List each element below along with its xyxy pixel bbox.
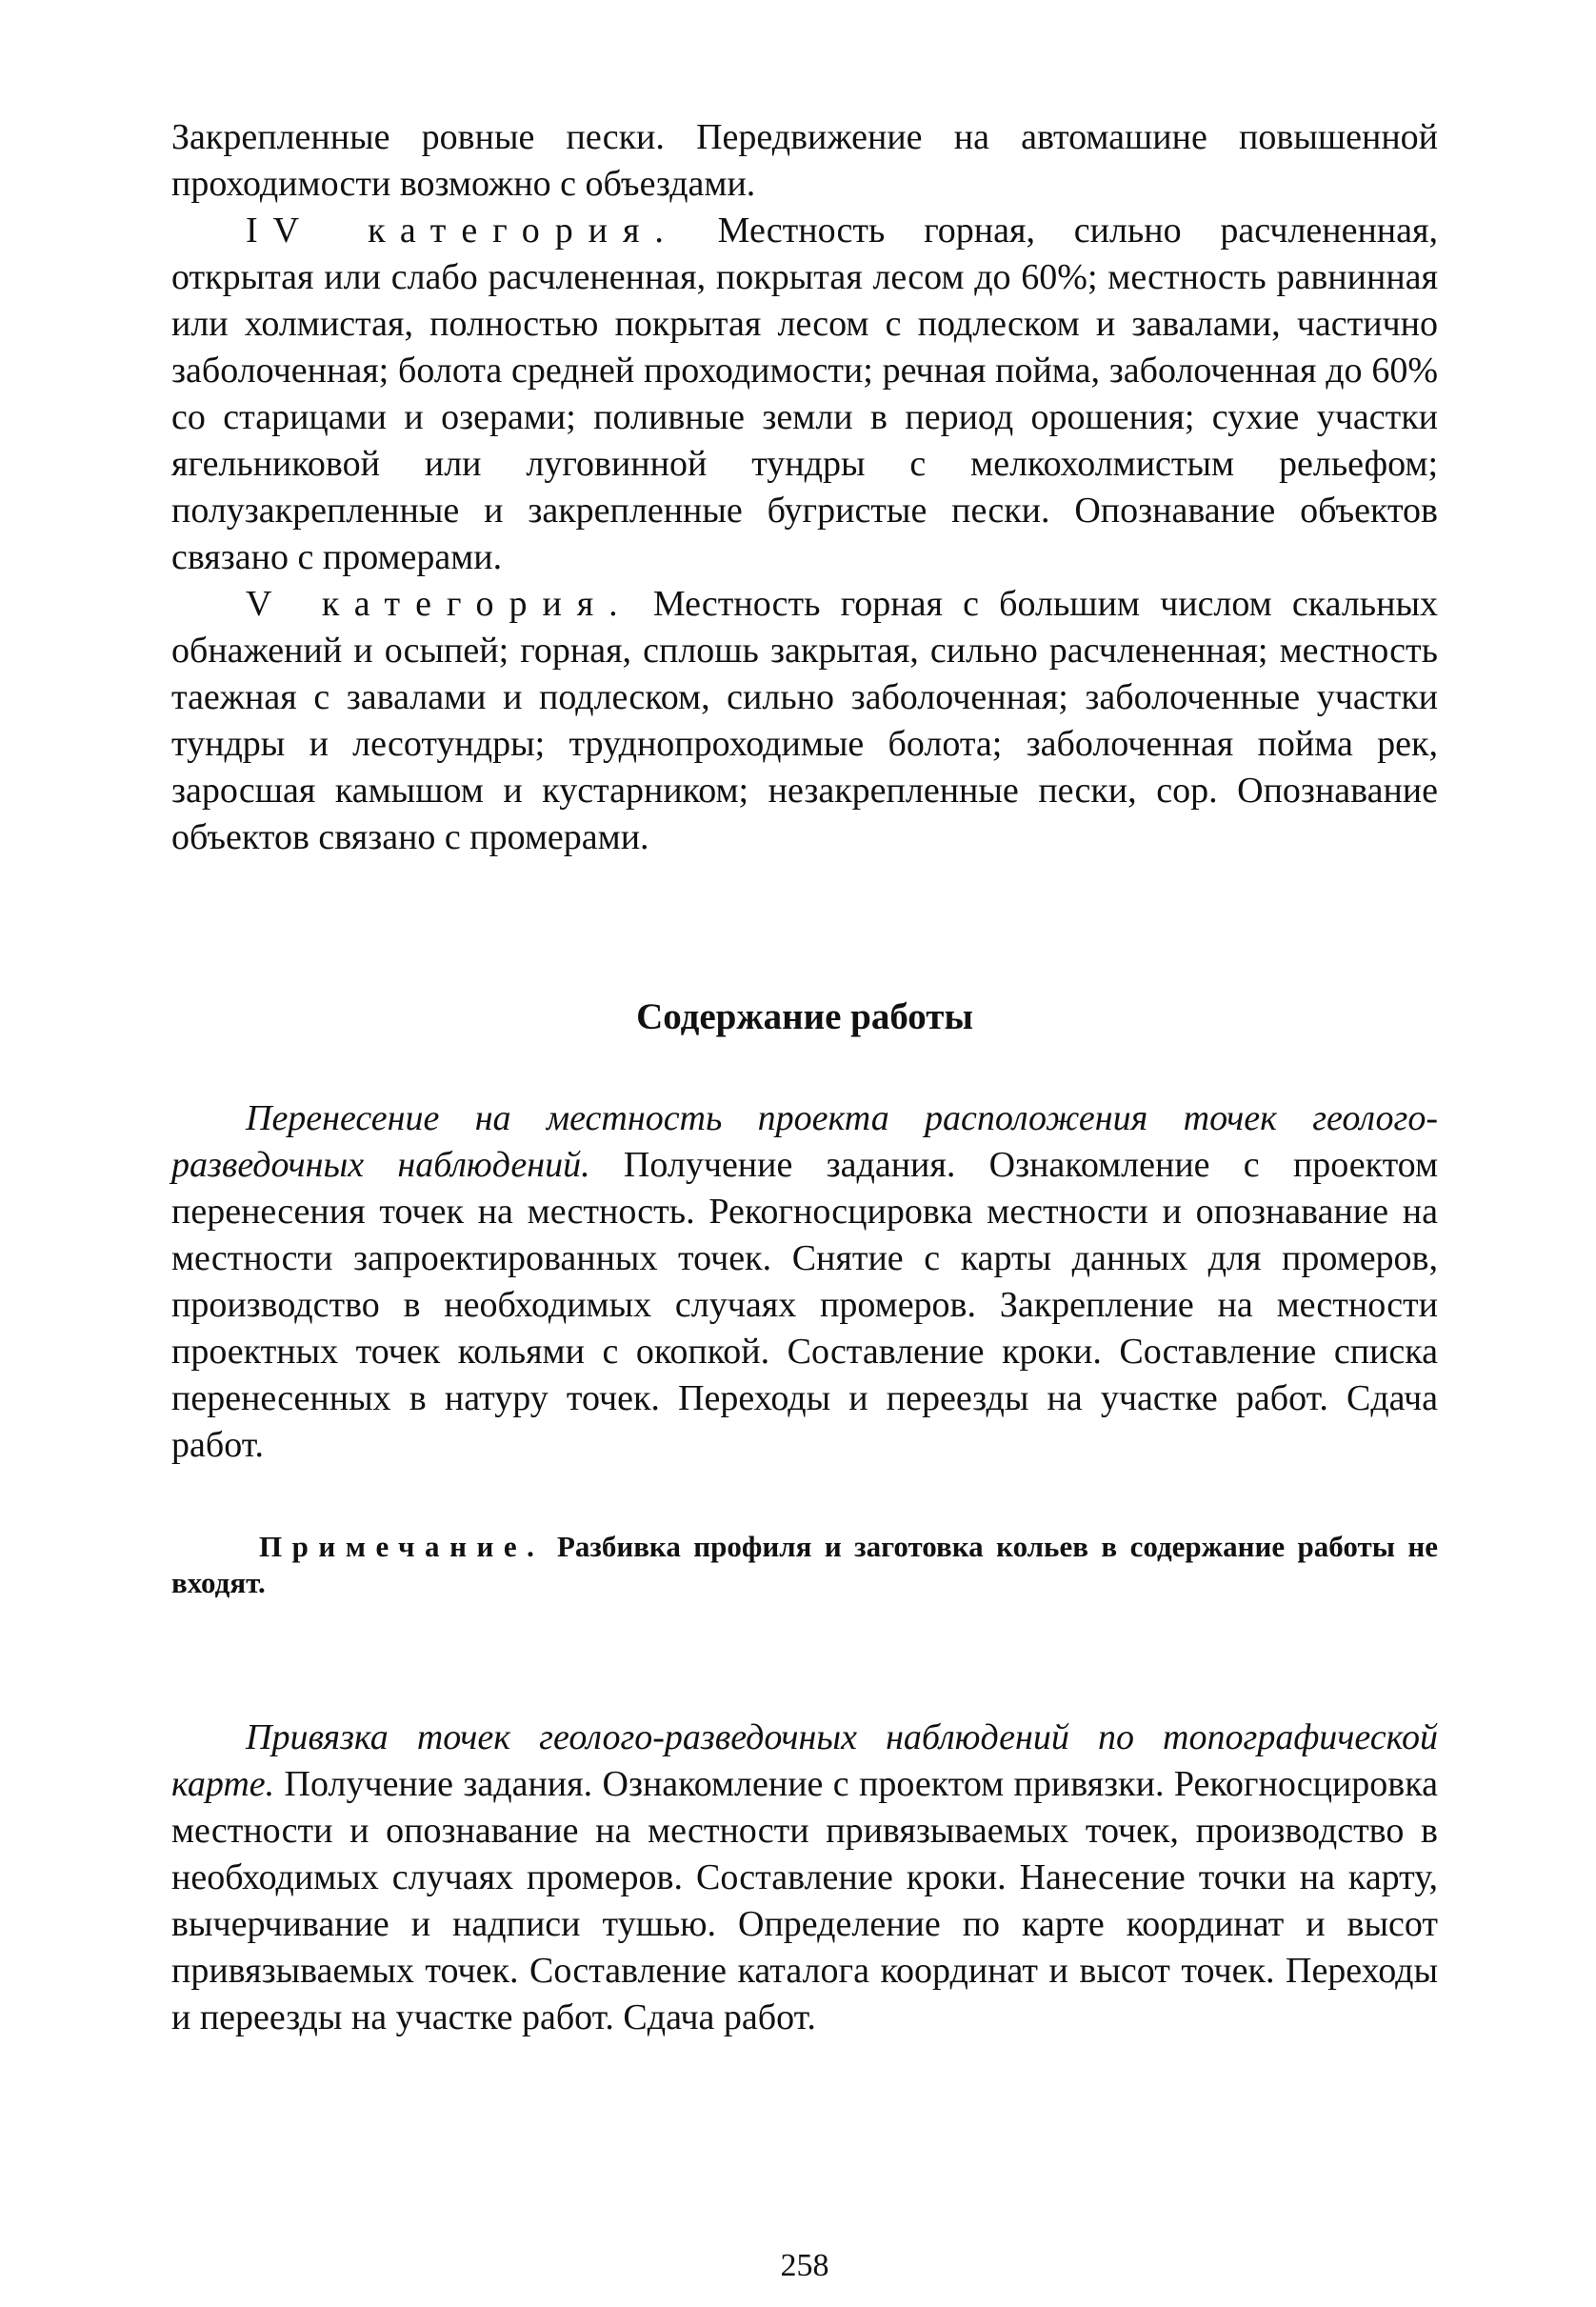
note-label: Примечание. — [259, 1530, 545, 1563]
category-iv-paragraph — [171, 208, 1438, 581]
content-2-paragraph — [171, 1715, 1438, 2041]
content-1-text: Получение задания. Ознакомление с проектом перенесения точек на местность. Рекогносцировка местности и опознавание на местности запроектированных точек. Снятие с карты данных для промеров, производство в необходимых случаях промеров. Закрепление на местности проектных точек кольями с окопкой. Составление кроки. Составление списка перенесенных в натуру точек. Переходы и переезды на участке работ. Сдача работ. — [171, 1145, 1439, 1465]
category-v-paragraph — [171, 581, 1438, 861]
category-v-text: Местность горная с большим числом скальных обнажений и осыпей; горная, сплошь закрытая, сильно расчлененная; местность таежная с завалами и подлеском, сильно заболоченная; заболоченные участки тундры и лесотундры; труднопроходимые болота; заболоченная пойма рек, заросшая камышом и кустарником; незакрепленные пески, сор. Опознавание объектов связано с промерами. — [171, 584, 1439, 857]
category-v-label: V категория. — [246, 584, 633, 624]
content-section-1 — [171, 1095, 1438, 1469]
content-section-2 — [171, 1715, 1438, 2041]
category-iv-label: IV категория. — [246, 211, 679, 251]
content-2-title: Привязка точек геолого-разведочных наблюдений по топографической карте. — [171, 1717, 1438, 1804]
note-text: Разбивка профиля и заготовка кольев в содержание работы не входят. — [171, 1530, 1438, 1599]
categories-block — [171, 114, 1438, 861]
content-1-paragraph — [171, 1095, 1438, 1469]
note-paragraph — [171, 1529, 1438, 1601]
section-heading: Содержание работы — [636, 996, 973, 1037]
page-number: 258 — [780, 2248, 829, 2283]
category-iv-text: Местность горная, сильно расчлененная, открытая или слабо расчлененная, покрытая лесом до 60%; местность равнинная или холмистая, полностью покрытая лесом с подлеском и завалами, частично заболоченная; болота средней проходимости; речная пойма, заболоченная до 60% со старицами и озерами; поливные земли в период орошения; сухие участки ягельниковой или луговинной тундры с мелкохолмистым рельефом; полузакрепленные и закрепленные бугристые пески. Опознавание объектов связано с промерами. — [171, 211, 1438, 577]
content-1-title: Перенесение на местность проекта расположения точек геолого-разведочных наблюдений. — [171, 1098, 1438, 1185]
content-2-text: Получение задания. Ознакомление с проектом привязки. Рекогносцировка местности и опознавание на местности привязываемых точек, производство в необходимых случаях промеров. Составление кроки. Нанесение точки на карту, вычерчивание и надписи тушью. Определение по карте координат и высот привязываемых точек. Составление каталога координат и высот точек. Переходы и переезды на участке работ. Сдача работ. — [171, 1764, 1438, 2037]
top-paragraph: Закрепленные ровные пески. Передвижение на автомашине повышенной проходимости возможно с объездами. — [171, 117, 1438, 204]
